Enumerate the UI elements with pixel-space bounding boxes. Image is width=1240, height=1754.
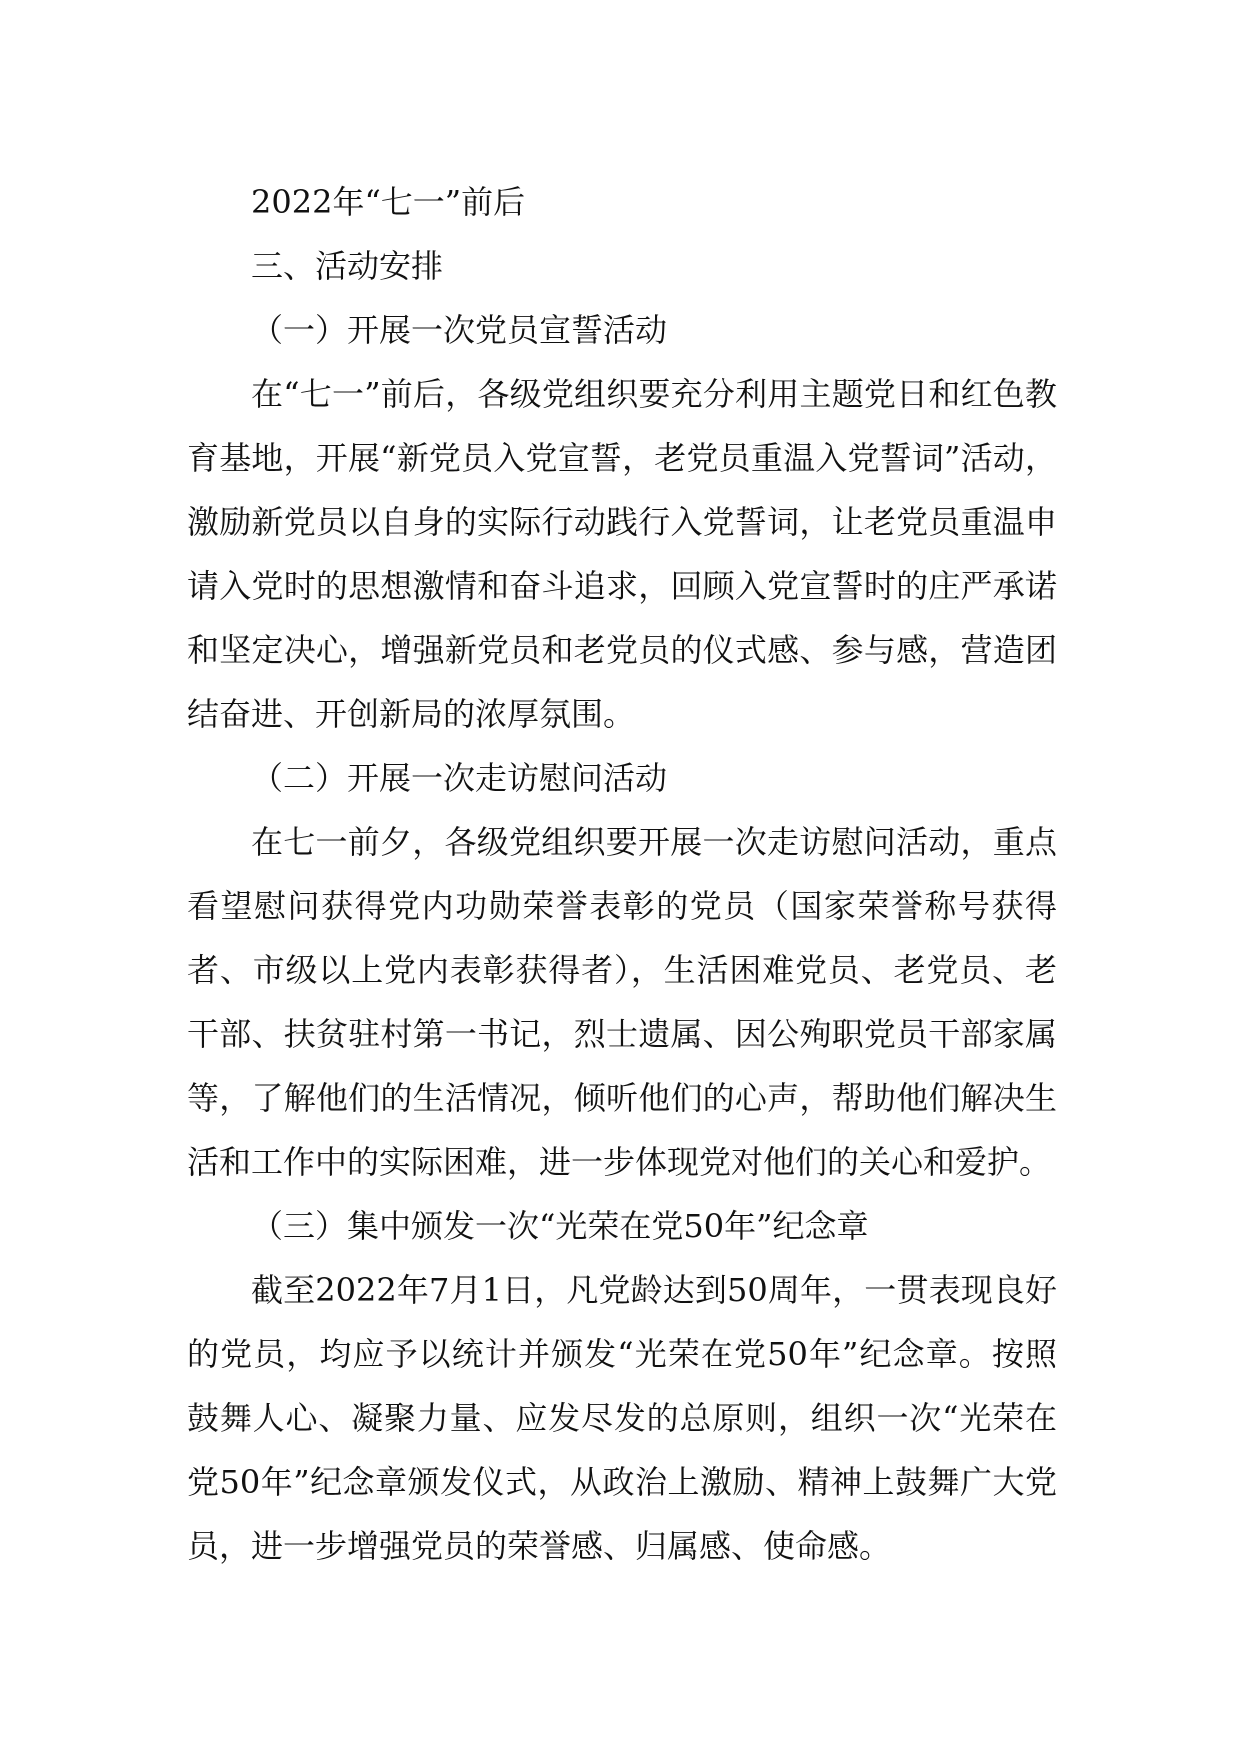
intro-line: 2022年“七一”前后 xyxy=(251,183,526,221)
subheading-2: （二）开展一次走访慰问活动 xyxy=(251,759,668,797)
paragraph-2: 在七一前夕，各级党组织要开展一次走访慰问活动，重点看望慰问获得党内功勋荣誉表彰的党员（国家荣誉称号获得者、市级以上党内表彰获得者），生活困难党员、老党员、老干部、扶贫驻村第一书记，烈士遗属、因公殉职党员干部家属等，了解他们的生活情况，倾听他们的心声，帮助他们解决生活和工作中的实际困难，进一步体现党对他们的关心和爱护。 xyxy=(187,823,1057,1181)
section-heading: 三、活动安排 xyxy=(251,247,444,285)
subheading-3: （三）集中颁发一次“光荣在党50年”纪念章 xyxy=(251,1207,869,1245)
paragraph-3: 截至2022年7月1日，凡党龄达到50周年，一贯表现良好的党员，均应予以统计并颁发“光荣在党50年”纪念章。按照鼓舞人心、凝聚力量、应发尽发的总原则，组织一次“光荣在党50年”纪念章颁发仪式，从政治上激励、精神上鼓舞广大党员，进一步增强党员的荣誉感、归属感、使命感。 xyxy=(187,1271,1057,1565)
paragraph-1: 在“七一”前后，各级党组织要充分利用主题党日和红色教育基地，开展“新党员入党宣誓，老党员重温入党誓词”活动，激励新党员以自身的实际行动践行入党誓词，让老党员重温申请入党时的思想激情和奋斗追求，回顾入党宣誓时的庄严承诺和坚定决心，增强新党员和老党员的仪式感、参与感，营造团结奋进、开创新局的浓厚氛围。 xyxy=(187,375,1057,733)
subheading-1: （一）开展一次党员宣誓活动 xyxy=(251,311,668,349)
document-page xyxy=(187,170,1057,1578)
